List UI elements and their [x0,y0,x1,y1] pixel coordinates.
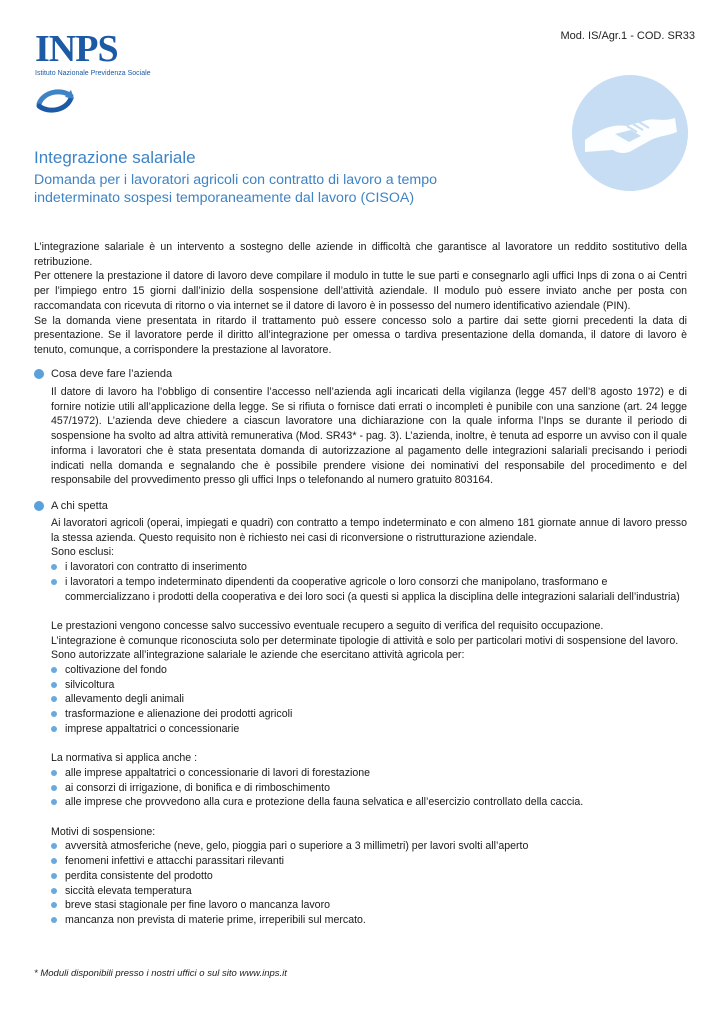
section-heading-label: Cosa deve fare l’azienda [51,368,173,380]
list-item: breve stasi stagionale per fine lavoro o mancanza lavoro [51,898,687,913]
module-code: Mod. IS/Agr.1 - COD. SR33 [560,30,695,42]
list-item: mancanza non prevista di materie prime, irreperibili sul mercato. [51,913,687,928]
inps-swirl-icon [35,86,75,116]
intro-paragraph: Se la domanda viene presentata in ritardo il trattamento può essere concesso solo a partire dai sette giorni precedenti la data di presentazione. Se il lavoratore perde il diritto all’integrazione per omessa o tardiva presentazione della domanda, il datore di lavoro è tenuto, comunque, a corrispondere la prestazione al lavoratore. [34,314,687,356]
logo-wordmark: INPS [35,28,118,70]
intro-text [34,240,687,358]
reasons-label: Motivi di sospensione: [51,825,156,838]
intro-paragraph: Per ottenere la prestazione il datore di lavoro deve compilare il modulo in tutte le sue parti e consegnarlo agli uffici Inps di zona o ai Centri per l’impiego entro 15 giorni dall’inizio della sospensione dell’attività aziendale. Il modulo può essere inviato anche per posta con raccomandata con ricevuta di ritorno o via internet se il datore di lavoro è in possesso del numero identificativo aziendale (PIN). [34,270,687,312]
excluded-label: Sono esclusi: [51,546,115,559]
page-title: Integrazione salariale [34,148,196,167]
list-item: fenomeni infettivi e attacchi parassitari rilevanti [51,854,687,869]
list-item: ai consorzi di irrigazione, di bonifica e di rimboschimento [51,781,687,796]
logo-subtitle: Istituto Nazionale Previdenza Sociale [35,70,151,77]
list-item: alle imprese che provvedono alla cura e protezione della fauna selvatica e all’esercizio controllato della caccia. [51,795,687,810]
page-subtitle: Domanda per i lavoratori agricoli con contratto di lavoro a tempo indeterminato sospesi temporaneamente dal lavoro (CISOA) [34,172,437,206]
handshake-icon [571,74,689,192]
footnote: * Moduli disponibili presso i nostri uffici o sul sito www.inps.it [34,968,287,979]
list-item: coltivazione del fondo [51,663,687,678]
intro-paragraph: L’integrazione salariale è un intervento a sostegno delle aziende in difficoltà che garantisce al lavoratore un reddito sostitutivo della retribuzione. [34,241,687,268]
reasons-list [51,839,687,927]
list-item: i lavoratori a tempo indeterminato dipendenti da cooperative agricole o loro consorzi che manipolano, trasformano e commercializzano i prodotti della cooperativa e dei loro soci (a questi si applica la disciplina delle integrazioni salariali dell’industria) [51,575,687,604]
inps-logo [35,30,185,120]
list-item: avversità atmosferiche (neve, gelo, pioggia pari o superiore a 3 millimetri) per lavori svolti all’aperto [51,839,687,854]
list-item: i lavoratori con contratto di inserimento [51,560,687,575]
list-item: siccità elevata temperatura [51,884,687,899]
authorized-label: Sono autorizzate all’integrazione salariale le aziende che esercitano attività agricola per: [51,649,465,662]
section-heading-azienda [34,368,172,380]
paragraph: Ai lavoratori agricoli (operai, impiegati e quadri) con contratto a tempo indeterminato e con almeno 181 giornate annue di lavoro presso la stessa azienda. Questo requisito non è richiesto nei casi di riconversione o ristrutturazione aziendale. [51,517,687,544]
list-item: silvicoltura [51,678,687,693]
section-heading-label: A chi spetta [51,500,108,512]
section-body-chi-spetta [51,516,687,928]
bullet-circle-icon [34,501,44,511]
list-item: trasformazione e alienazione dei prodotti agricoli [51,707,687,722]
paragraph: Le prestazioni vengono concesse salvo successivo eventuale recupero a seguito di verifica del requisito occupazione. [51,619,604,632]
excluded-list [51,560,687,604]
list-item: imprese appaltatrici o concessionarie [51,722,687,737]
also-label: La normativa si applica anche : [51,752,198,765]
list-item: allevamento degli animali [51,692,687,707]
authorized-list [51,663,687,737]
section-heading-chi-spetta [34,500,108,512]
bullet-circle-icon [34,369,44,379]
paragraph: L’integrazione è comunque riconosciuta solo per determinate tipologie di attività e solo per particolari motivi di sospensione del lavoro. [51,634,679,647]
list-item: alle imprese appaltatrici o concessionarie di lavori di forestazione [51,766,687,781]
list-item: perdita consistente del prodotto [51,869,687,884]
also-list [51,766,687,810]
section-body-azienda: Il datore di lavoro ha l’obbligo di consentire l’accesso nell’azienda agli incaricati della vigilanza (legge 457 dell’8 agosto 1972) e di fornire notizie utili all’applicazione della legge. Se si rifiuta o fornisce dati errati o incompleti è punibile con una sanzione (art. 24 legge 457/1972). L’azienda deve chiedere a ciascun lavoratore una dichiarazione con la quale informa l’Inps se durante il periodo di sospensione ha svolto ad altra attività remunerativa (Mod. SR43* - pag. 3). L’azienda, inoltre, è tenuta ad esporre un avviso con il quale informa i lavoratori che è stata presentata domanda di autorizzazione al pagamento delle integrazioni salariali precisando i periodi indicati nella domanda e segnalando che è possibile prendere visione dei nominativi del responsabile del procedimento e del responsabile del provvedimento presso gli uffici Inps o telefonando al numero gratuito 803164. [51,386,687,487]
